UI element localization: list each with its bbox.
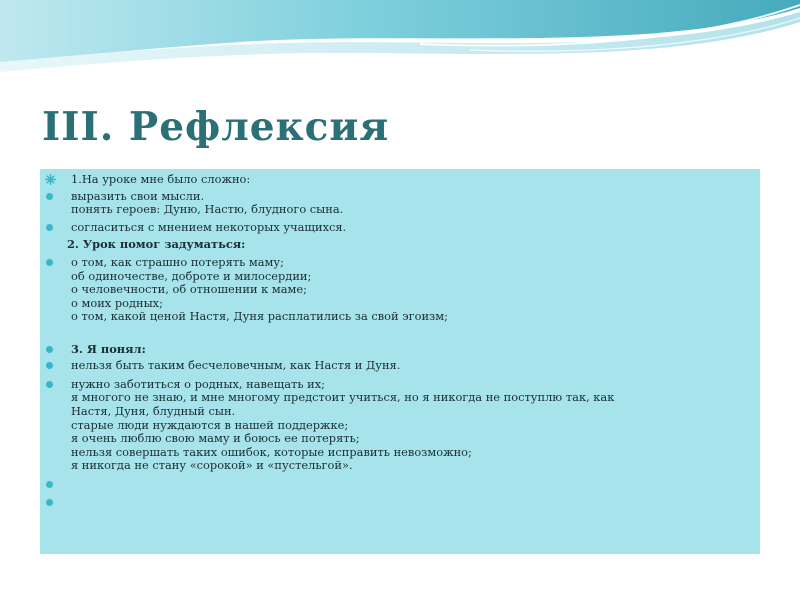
dot-bullet-icon — [44, 343, 56, 357]
heading-2: 2. Урок помог задуматься: — [67, 237, 246, 252]
empty-list-item — [40, 496, 750, 510]
list-item — [40, 343, 750, 357]
item-text: старые люди нуждаются в нашей поддержке; — [71, 417, 349, 432]
item-text: я очень люблю свою маму и боюсь ее потерять; — [71, 431, 360, 446]
content-panel — [40, 169, 760, 554]
heading-1: 1.На уроке мне было сложно: — [71, 172, 251, 186]
item-text: я никогда не стану «сорокой» и «пустельгой». — [71, 458, 353, 473]
item-text: согласиться с мнением некоторых учащихся. — [71, 219, 347, 234]
item-text: о человечности, об отношении к маме; — [71, 282, 307, 297]
list-item — [40, 173, 750, 187]
item-text: понять героев: Дуню, Настю, блудного сына. — [71, 202, 344, 217]
item-text: о том, как страшно потерять маму; — [71, 254, 284, 269]
dot-bullet-icon — [44, 221, 56, 235]
item-text: Настя, Дуня, блудный сын. — [71, 403, 236, 418]
item-text: о том, какой ценой Настя, Дуня расплатились за свой эгоизм; — [71, 309, 448, 324]
item-text: выразить свои мысли. — [71, 188, 205, 203]
list-item — [40, 238, 750, 252]
star-bullet-icon — [44, 173, 56, 187]
dot-bullet-icon — [44, 190, 56, 204]
dot-bullet-icon — [44, 496, 56, 510]
dot-bullet-icon — [44, 359, 56, 373]
item-text: нельзя совершать таких ошибок, которые исправить невозможно; — [71, 444, 472, 459]
item-text: нельзя быть таким бесчеловечным, как Настя и Дуня. — [71, 358, 401, 373]
list-item — [40, 190, 750, 217]
list-item — [40, 221, 750, 235]
list-item — [40, 378, 750, 473]
item-text: об одиночестве, доброте и милосердии; — [71, 268, 312, 283]
item-text: я многого не знаю, и мне многому предстоит учиться, но я никогда не поступлю так, как — [71, 390, 615, 405]
dot-bullet-icon — [44, 378, 56, 392]
item-text: нужно заботиться о родных, навещать их; — [71, 376, 326, 391]
list-item — [40, 359, 750, 373]
item-text: о моих родных; — [71, 295, 163, 310]
heading-3: 3. Я понял: — [71, 341, 146, 356]
slide-title: III. Рефлексия — [42, 104, 390, 150]
dot-bullet-icon — [44, 256, 56, 270]
header-wave-decoration — [0, 0, 800, 90]
dot-bullet-icon — [44, 478, 56, 492]
list-item — [40, 256, 750, 324]
empty-list-item — [40, 478, 750, 492]
